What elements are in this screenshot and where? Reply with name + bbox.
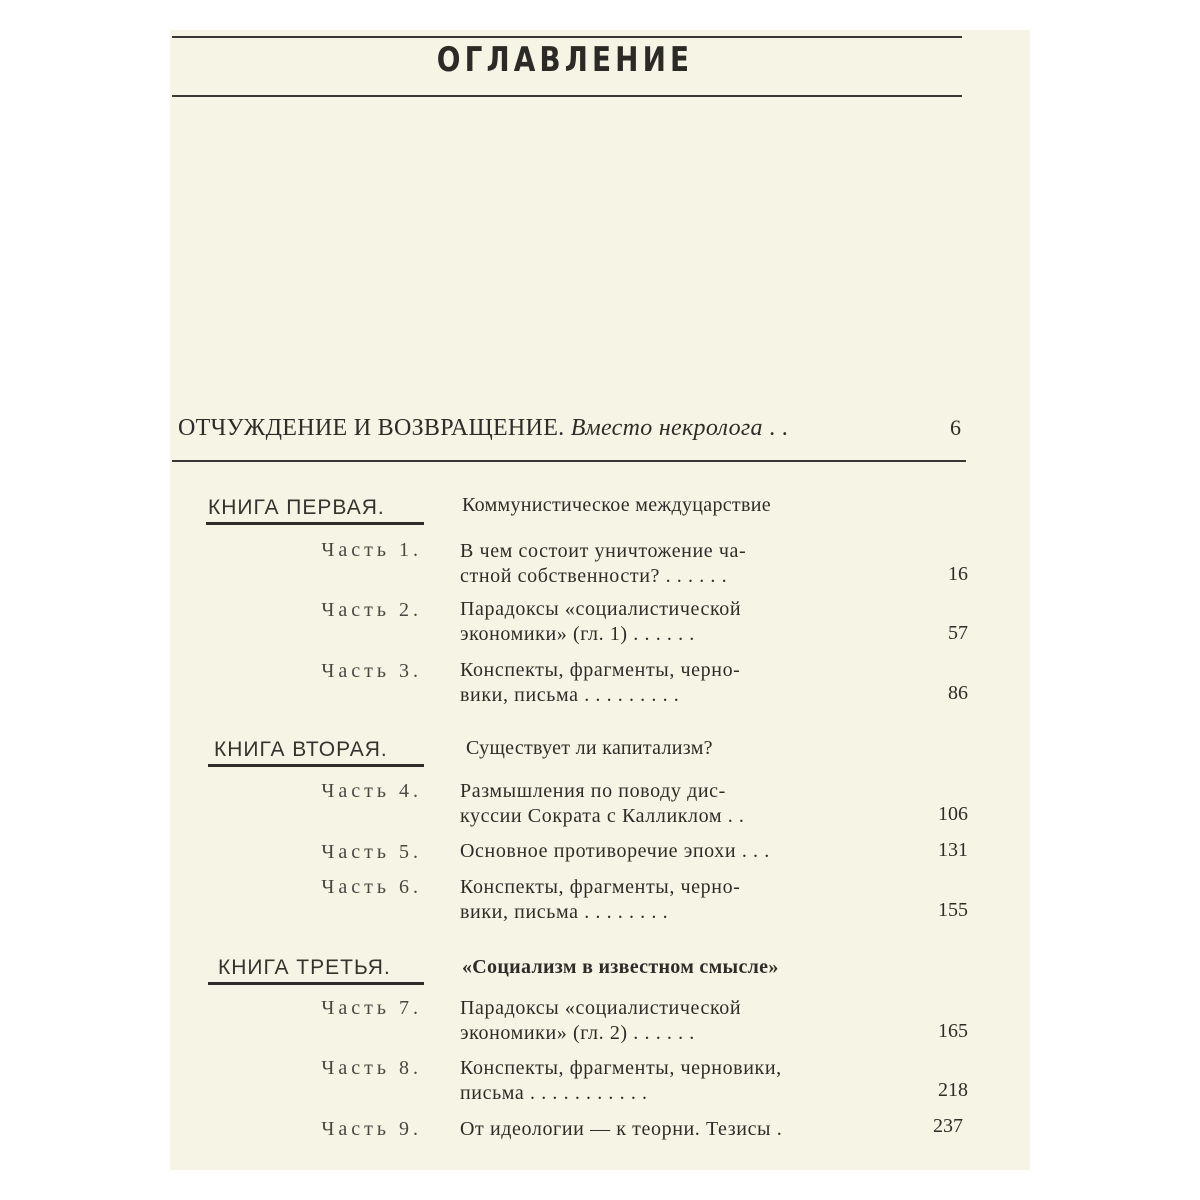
part-9-entry [460, 1117, 900, 1142]
part-3-page: 86 [948, 682, 968, 704]
part-9-label: Часть 9. [321, 1118, 422, 1140]
book-3-title: «Социализм в известном смысле» [462, 956, 779, 978]
intro-rule [172, 460, 966, 462]
part-4-line1: Размышления по поводу дис- [460, 780, 726, 802]
part-2-line1: Парадоксы «социалистической [460, 598, 742, 620]
top-rule [172, 36, 962, 38]
book-2-title: Существует ли капитализм? [466, 737, 713, 759]
part-2-leader: . . . . . . [633, 623, 695, 645]
part-1-label: Часть 1. [321, 539, 422, 561]
intro-subtitle: Вместо некролога [570, 415, 763, 441]
intro-page-number: 6 [950, 415, 961, 440]
part-9-page: 237 [933, 1115, 963, 1137]
part-7-page: 165 [938, 1020, 968, 1042]
intro-entry-text [178, 415, 788, 442]
part-1-line1: В чем состоит уничтожение ча- [460, 540, 747, 562]
title-rule [172, 95, 962, 97]
part-5-entry [460, 839, 835, 864]
intro-leader: . . [769, 415, 789, 441]
part-8-page: 218 [938, 1079, 968, 1101]
part-2-entry [460, 597, 835, 647]
book-1-label: КНИГА ПЕРВАЯ. [208, 496, 385, 519]
part-4-label: Часть 4. [321, 780, 422, 802]
part-3-leader: . . . . . . . . . [584, 684, 680, 706]
part-7-leader: . . . . . . [633, 1022, 695, 1044]
part-9-leader: . [776, 1118, 783, 1140]
part-8-line1: Конспекты, фрагменты, черновики, [460, 1057, 782, 1079]
part-3-entry [460, 658, 835, 708]
part-8-label: Часть 8. [321, 1057, 422, 1079]
part-1-page: 16 [948, 563, 968, 585]
part-2-page: 57 [948, 622, 968, 644]
book-2-underline [208, 764, 424, 767]
book-3-label: КНИГА ТРЕТЬЯ. [218, 956, 391, 979]
part-2-label: Часть 2. [321, 599, 422, 621]
part-6-line1: Конспекты, фрагменты, черно- [460, 876, 741, 898]
part-6-page: 155 [938, 899, 968, 921]
part-8-leader: . . . . . . . . . . . [530, 1082, 648, 1104]
part-2-line2: экономики» (гл. 1) [460, 623, 628, 645]
part-4-entry [460, 779, 835, 829]
part-6-label: Часть 6. [321, 876, 422, 898]
part-1-line2: стной собственности? [460, 565, 660, 587]
part-8-line2: письма [460, 1082, 525, 1104]
part-6-entry [460, 875, 835, 925]
part-9-line2: От идеологии — к теорни. Тезисы [460, 1118, 772, 1140]
page-title: ОГЛАВЛЕНИЕ [436, 40, 694, 80]
part-3-line2: вики, письма [460, 684, 579, 706]
part-7-line2: экономики» (гл. 2) [460, 1022, 628, 1044]
part-5-leader: . . . [741, 840, 770, 862]
part-4-line2: куссии Сократа с Калликлом [460, 805, 723, 827]
part-6-leader: . . . . . . . . [584, 901, 669, 923]
part-5-page: 131 [938, 839, 968, 861]
book-2-label: КНИГА ВТОРАЯ. [214, 738, 388, 761]
part-5-label: Часть 5. [321, 841, 422, 863]
book-1-title: Коммунистическое междуцарствие [462, 494, 771, 516]
part-4-page: 106 [938, 803, 968, 825]
part-4-leader: . . [727, 805, 745, 827]
book-3-underline [208, 982, 424, 985]
part-8-entry [460, 1056, 900, 1106]
part-3-label: Часть 3. [321, 660, 422, 682]
part-6-line2: вики, письма [460, 901, 579, 923]
part-5-line2: Основное противоречие эпохи [460, 840, 737, 862]
intro-title: ОТЧУЖДЕНИЕ И ВОЗВРАЩЕНИЕ. [178, 415, 565, 441]
part-3-line1: Конспекты, фрагменты, черно- [460, 659, 741, 681]
part-7-line1: Парадоксы «социалистической [460, 997, 742, 1019]
part-7-entry [460, 996, 835, 1046]
part-1-leader: . . . . . . [665, 565, 728, 587]
part-1-entry [460, 539, 835, 589]
book-1-underline [206, 522, 424, 525]
part-7-label: Часть 7. [321, 997, 422, 1019]
